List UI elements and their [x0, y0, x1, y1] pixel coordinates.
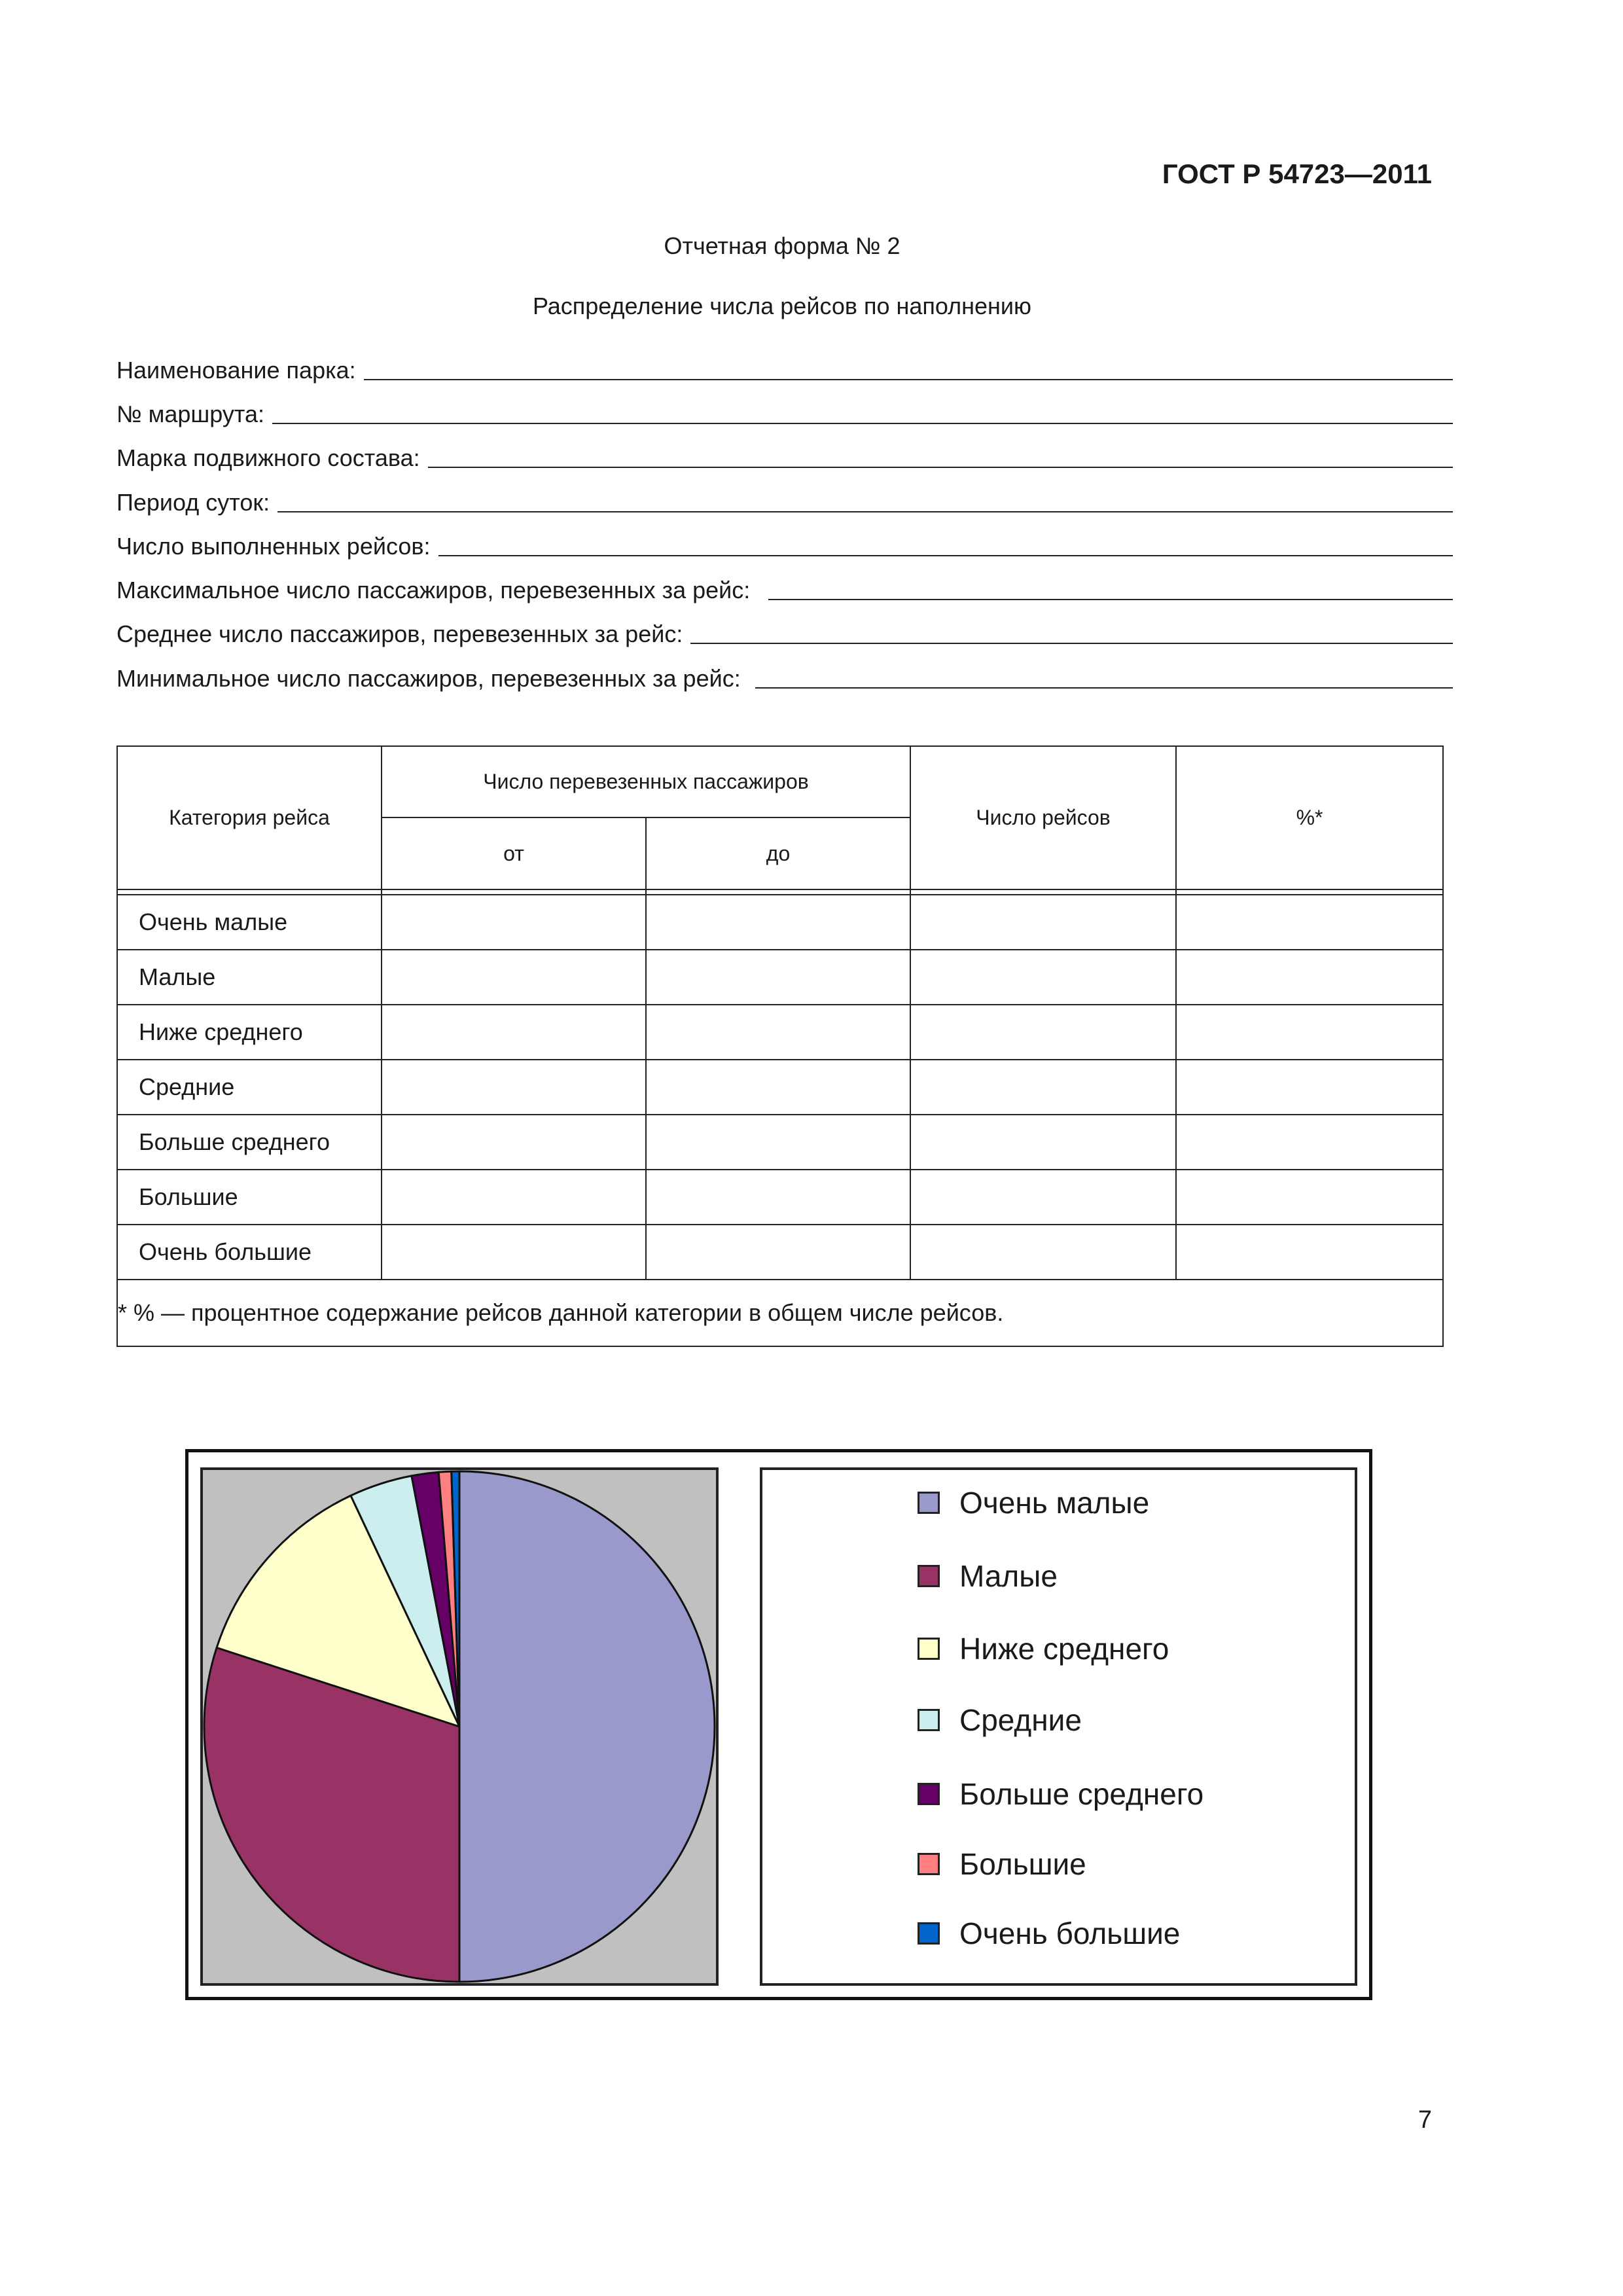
trips-cell[interactable] [910, 1225, 1176, 1280]
field-label: Марка подвижного состава: [116, 444, 420, 471]
percent-cell[interactable] [1176, 1170, 1443, 1225]
legend-swatch [918, 1709, 940, 1731]
legend-label: Очень большие [959, 1916, 1181, 1950]
table-row [117, 895, 1443, 950]
to-cell[interactable] [646, 1225, 910, 1280]
legend-label: Больше среднего [959, 1777, 1204, 1811]
header-divider [117, 889, 1443, 895]
from-cell[interactable] [382, 950, 646, 1005]
from-cell[interactable] [382, 1115, 646, 1170]
legend-item [918, 1483, 1149, 1522]
to-cell[interactable] [646, 950, 910, 1005]
legend-swatch [918, 1638, 940, 1660]
legend-item [918, 1556, 1058, 1596]
field-max-passengers[interactable] [116, 571, 1453, 604]
pie-plot-area [200, 1467, 719, 1986]
percent-cell[interactable] [1176, 1115, 1443, 1170]
trips-cell[interactable] [910, 950, 1176, 1005]
table-row [117, 1225, 1443, 1280]
category-cell: Средние [117, 1060, 382, 1115]
field-underline [768, 599, 1453, 600]
legend-label: Средние [959, 1703, 1082, 1737]
legend-label: Малые [959, 1559, 1058, 1593]
to-cell[interactable] [646, 1060, 910, 1115]
legend-item [918, 1844, 1086, 1884]
category-cell: Ниже среднего [117, 1005, 382, 1060]
field-underline [755, 687, 1453, 689]
table-row [117, 1005, 1443, 1060]
legend-swatch [918, 1922, 940, 1945]
field-underline [277, 511, 1453, 512]
percent-cell[interactable] [1176, 1005, 1443, 1060]
to-cell[interactable] [646, 1115, 910, 1170]
category-cell: Больше среднего [117, 1115, 382, 1170]
category-cell: Большие [117, 1170, 382, 1225]
table-row [117, 1115, 1443, 1170]
field-route-number[interactable] [116, 395, 1453, 428]
legend-swatch [918, 1492, 940, 1514]
field-park-name[interactable] [116, 351, 1453, 384]
pie-slice-1 [459, 1471, 715, 1982]
legend-item [918, 1914, 1180, 1953]
from-cell[interactable] [382, 895, 646, 950]
form-title: Отчетная форма № 2 [664, 232, 901, 259]
from-cell[interactable] [382, 1005, 646, 1060]
page-number: 7 [1418, 2106, 1432, 2134]
field-label: № маршрута: [116, 401, 265, 427]
standard-number: ГОСТ Р 54723—2011 [1162, 158, 1432, 189]
legend-item [918, 1700, 1082, 1740]
field-underline [428, 467, 1453, 468]
field-label: Число выполненных рейсов: [116, 533, 431, 560]
field-min-passengers[interactable] [116, 660, 1453, 692]
to-cell[interactable] [646, 1170, 910, 1225]
legend-swatch [918, 1783, 940, 1805]
table-footnote: * % — процентное содержание рейсов данной категории в общем числе рейсов. [117, 1280, 1443, 1346]
pie-chart [203, 1470, 716, 1983]
percent-cell[interactable] [1176, 895, 1443, 950]
trips-cell[interactable] [910, 1115, 1176, 1170]
field-rolling-stock-brand[interactable] [116, 439, 1453, 472]
distribution-table [116, 745, 1444, 1347]
table-row [117, 1060, 1443, 1115]
field-time-period[interactable] [116, 484, 1453, 516]
chart-legend [760, 1467, 1357, 1986]
category-cell: Очень большие [117, 1225, 382, 1280]
percent-cell[interactable] [1176, 950, 1443, 1005]
field-underline [364, 379, 1453, 380]
legend-item [918, 1629, 1169, 1668]
legend-swatch [918, 1565, 940, 1587]
header-passengers: Число перевезенных пассажиров [382, 746, 910, 817]
table-row [117, 1170, 1443, 1225]
field-avg-passengers[interactable] [116, 615, 1453, 648]
table-row [117, 950, 1443, 1005]
trips-cell[interactable] [910, 1005, 1176, 1060]
trips-cell[interactable] [910, 1060, 1176, 1115]
to-cell[interactable] [646, 895, 910, 950]
field-label: Максимальное число пассажиров, перевезенных за рейс: [116, 577, 751, 603]
field-trips-completed[interactable] [116, 528, 1453, 560]
field-underline [438, 555, 1453, 556]
legend-swatch [918, 1853, 940, 1875]
header-percent: %* [1176, 746, 1443, 889]
field-label: Среднее число пассажиров, перевезенных за рейс: [116, 620, 683, 647]
legend-label: Очень малые [959, 1486, 1150, 1520]
header-category: Категория рейса [117, 746, 382, 889]
header-to: до [646, 817, 910, 889]
field-label: Наименование парка: [116, 357, 356, 384]
legend-item [918, 1774, 1204, 1814]
field-label: Минимальное число пассажиров, перевезенных за рейс: [116, 665, 741, 692]
percent-cell[interactable] [1176, 1225, 1443, 1280]
field-underline [690, 643, 1453, 644]
form-subtitle: Распределение числа рейсов по наполнению [532, 293, 1032, 319]
field-label: Период суток: [116, 489, 270, 516]
header-from: от [382, 817, 646, 889]
trips-cell[interactable] [910, 1170, 1176, 1225]
legend-label: Ниже среднего [959, 1632, 1169, 1666]
from-cell[interactable] [382, 1060, 646, 1115]
percent-cell[interactable] [1176, 1060, 1443, 1115]
legend-label: Большие [959, 1847, 1086, 1881]
to-cell[interactable] [646, 1005, 910, 1060]
category-cell: Малые [117, 950, 382, 1005]
from-cell[interactable] [382, 1225, 646, 1280]
header-trips: Число рейсов [910, 746, 1176, 889]
field-underline [272, 423, 1453, 424]
category-cell: Очень малые [117, 895, 382, 950]
trips-cell[interactable] [910, 895, 1176, 950]
from-cell[interactable] [382, 1170, 646, 1225]
